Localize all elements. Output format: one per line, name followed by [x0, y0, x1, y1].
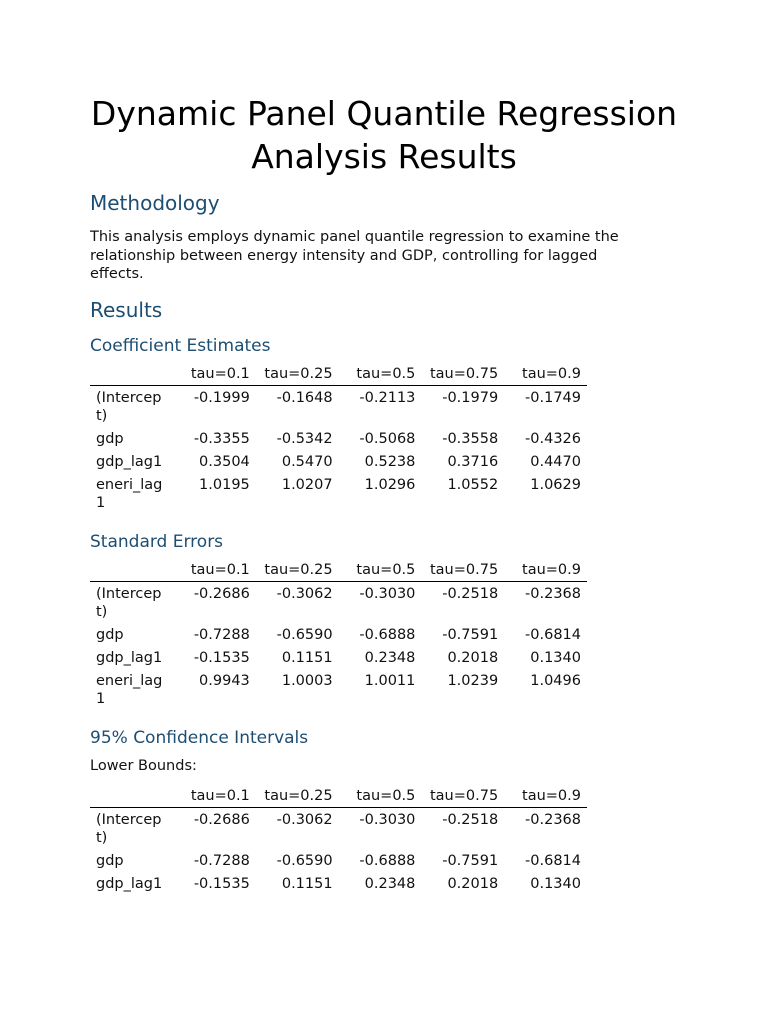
table-cell: -0.6590 — [276, 852, 333, 869]
table-cell: 1.0207 — [281, 476, 333, 493]
table-cell: -0.3558 — [442, 430, 499, 447]
table-corner-cell — [90, 787, 173, 808]
column-header: tau=0.5 — [339, 365, 422, 386]
row-label: eneri_lag1 — [96, 672, 163, 707]
column-header: tau=0.1 — [173, 787, 256, 808]
row-label: gdp — [96, 626, 124, 643]
table-cell: 1.0496 — [530, 672, 581, 689]
table-cell: -0.6888 — [359, 626, 416, 643]
confidence-intervals-heading: 95% Confidence Intervals — [90, 727, 309, 748]
table-row — [90, 850, 587, 873]
row-label: eneri_lag1 — [96, 476, 163, 511]
confidence-intervals-table-wrap — [90, 787, 678, 896]
table-cell: -0.7288 — [193, 852, 250, 869]
table-row — [90, 647, 587, 670]
table-row — [90, 624, 587, 647]
row-label: (Intercept) — [96, 389, 162, 424]
table-cell: 0.3504 — [199, 453, 250, 470]
table-row — [90, 451, 587, 474]
column-header: tau=0.25 — [256, 787, 339, 808]
coefficients-heading: Coefficient Estimates — [90, 335, 271, 356]
table-cell: 0.3716 — [447, 453, 499, 470]
table-cell: -0.1648 — [276, 389, 333, 406]
row-label: (Intercept) — [96, 585, 162, 620]
table-cell: -0.5068 — [359, 430, 416, 447]
table-corner-cell — [90, 561, 173, 582]
table-cell: 1.0296 — [364, 476, 416, 493]
table-row — [90, 474, 587, 515]
column-header: tau=0.9 — [504, 365, 587, 386]
table-cell: -0.3062 — [276, 585, 333, 602]
row-label: gdp_lag1 — [96, 649, 163, 666]
table-row — [90, 385, 587, 428]
table-cell: -0.7288 — [193, 626, 250, 643]
column-header: tau=0.1 — [173, 365, 256, 386]
table-header-row — [90, 365, 587, 386]
lower-bounds-label: Lower Bounds: — [90, 757, 197, 774]
table-cell: -0.2518 — [442, 585, 499, 602]
table-cell: -0.4326 — [525, 430, 581, 447]
coefficients-table — [90, 365, 587, 515]
table-cell: -0.6814 — [525, 626, 581, 643]
table-row — [90, 428, 587, 451]
table-cell: 0.5238 — [364, 453, 416, 470]
table-cell: 0.4470 — [530, 453, 581, 470]
table-cell: -0.1749 — [525, 389, 581, 406]
table-cell: -0.1535 — [193, 649, 250, 666]
table-cell: 1.0629 — [530, 476, 581, 493]
column-header: tau=0.75 — [421, 365, 504, 386]
table-row — [90, 581, 587, 624]
table-cell: 0.1340 — [530, 649, 581, 666]
standard-errors-table-wrap — [90, 561, 678, 711]
table-cell: 0.1151 — [281, 875, 333, 892]
table-cell: 0.1340 — [530, 875, 581, 892]
standard-errors-heading: Standard Errors — [90, 531, 224, 552]
methodology-text: This analysis employs dynamic panel quantile regression to examine the relationship between energy intensity and GDP, controlling for lagged effects. — [90, 229, 619, 282]
lower-bounds-table — [90, 787, 587, 896]
column-header: tau=0.25 — [256, 365, 339, 386]
standard-errors-table — [90, 561, 587, 711]
table-cell: -0.1999 — [193, 389, 250, 406]
column-header: tau=0.1 — [173, 561, 256, 582]
table-cell: -0.3030 — [359, 811, 416, 828]
column-header: tau=0.75 — [421, 787, 504, 808]
row-label: gdp_lag1 — [96, 453, 163, 470]
table-cell: -0.2368 — [525, 811, 581, 828]
coefficients-table-wrap — [90, 365, 678, 515]
row-label: gdp — [96, 430, 124, 447]
table-cell: 0.1151 — [281, 649, 333, 666]
row-label: (Intercept) — [96, 811, 162, 846]
table-cell: -0.3062 — [276, 811, 333, 828]
table-cell: -0.6590 — [276, 626, 333, 643]
table-cell: -0.2113 — [359, 389, 416, 406]
table-cell: -0.1979 — [442, 389, 499, 406]
table-cell: -0.2518 — [442, 811, 499, 828]
table-cell: -0.2686 — [193, 811, 250, 828]
table-cell: 1.0239 — [447, 672, 499, 689]
table-cell: -0.7591 — [442, 852, 499, 869]
table-cell: -0.6814 — [525, 852, 581, 869]
table-cell: -0.2368 — [525, 585, 581, 602]
results-heading: Results — [90, 297, 163, 322]
table-cell: 1.0003 — [281, 672, 333, 689]
table-row — [90, 873, 587, 896]
table-corner-cell — [90, 365, 173, 386]
column-header: tau=0.25 — [256, 561, 339, 582]
column-header: tau=0.9 — [504, 787, 587, 808]
table-cell: 0.2348 — [364, 649, 416, 666]
table-cell: -0.5342 — [276, 430, 333, 447]
table-cell: 0.2018 — [447, 875, 499, 892]
table-cell: 0.5470 — [281, 453, 333, 470]
column-header: tau=0.9 — [504, 561, 587, 582]
table-cell: 0.2018 — [447, 649, 499, 666]
table-row — [90, 670, 587, 711]
table-cell: -0.3030 — [359, 585, 416, 602]
table-cell: 0.2348 — [364, 875, 416, 892]
table-cell: 1.0011 — [364, 672, 416, 689]
table-cell: -0.7591 — [442, 626, 499, 643]
table-row — [90, 807, 587, 850]
table-cell: 1.0552 — [447, 476, 499, 493]
column-header: tau=0.5 — [339, 561, 422, 582]
table-cell: -0.3355 — [193, 430, 250, 447]
table-cell: -0.6888 — [359, 852, 416, 869]
table-cell: 1.0195 — [199, 476, 250, 493]
document-title: Dynamic Panel Quantile Regression Analysis Results — [90, 94, 678, 176]
table-header-row — [90, 561, 587, 582]
column-header: tau=0.5 — [339, 787, 422, 808]
methodology-heading: Methodology — [90, 191, 220, 215]
table-cell: 0.9943 — [199, 672, 250, 689]
table-cell: -0.2686 — [193, 585, 250, 602]
column-header: tau=0.75 — [421, 561, 504, 582]
table-header-row — [90, 787, 587, 808]
row-label: gdp — [96, 852, 124, 869]
table-cell: -0.1535 — [193, 875, 250, 892]
row-label: gdp_lag1 — [96, 875, 163, 892]
